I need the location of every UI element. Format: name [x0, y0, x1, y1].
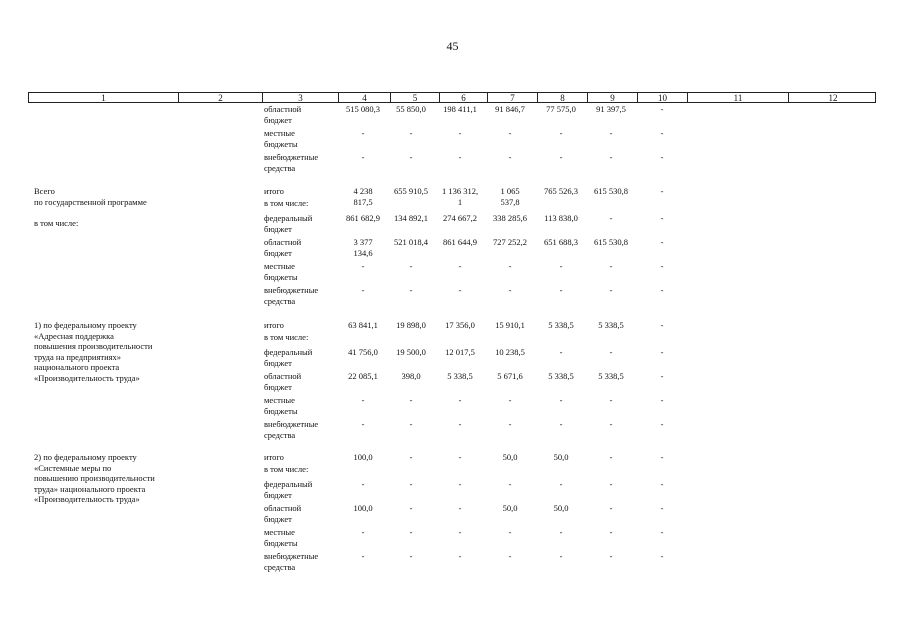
cell-value: -: [609, 419, 613, 429]
cell-value: -: [458, 152, 462, 162]
cell-value: -: [508, 152, 512, 162]
cell-value: -: [660, 261, 664, 271]
cell-value: 100,0: [353, 452, 373, 462]
cell-value: 41 756,0: [348, 347, 378, 357]
cell-value: -: [458, 503, 462, 513]
column-header-8: 8: [537, 93, 587, 102]
cell-value: -: [660, 452, 664, 462]
row-label: внебюджетные средства: [264, 152, 319, 173]
cell-value: -: [609, 551, 613, 561]
cell-value: -: [660, 186, 664, 196]
column-header-5: 5: [390, 93, 439, 102]
cell-value: -: [508, 551, 512, 561]
cell-value: -: [409, 261, 413, 271]
cell-value: -: [458, 527, 462, 537]
cell-value: -: [609, 128, 613, 138]
row-label: федеральный бюджет: [264, 213, 313, 234]
cell-value: -: [409, 152, 413, 162]
cell-value: -: [609, 152, 613, 162]
cell-value: -: [559, 551, 563, 561]
cell-value: -: [458, 551, 462, 561]
row-label: в том числе:: [264, 464, 309, 474]
cell-value: -: [609, 285, 613, 295]
cell-value: -: [361, 395, 365, 405]
cell-value: -: [660, 237, 664, 247]
cell-value: -: [409, 285, 413, 295]
cell-value: -: [660, 551, 664, 561]
cell-value: -: [508, 527, 512, 537]
page-number: 45: [446, 39, 459, 53]
row-label: итого: [264, 452, 284, 462]
row-label: местные бюджеты: [264, 527, 298, 548]
table-header-row: [28, 92, 876, 103]
row-label: местные бюджеты: [264, 261, 298, 282]
cell-value: -: [508, 479, 512, 489]
row-label: областной бюджет: [264, 371, 302, 392]
cell-value: 198 411,1: [443, 104, 477, 114]
cell-value: 1 065 537,8: [500, 186, 520, 207]
cell-value: 10 238,5: [495, 347, 525, 357]
cell-value: 91 846,7: [495, 104, 525, 114]
cell-value: -: [660, 395, 664, 405]
cell-value: 77 575,0: [546, 104, 576, 114]
column-header-3: 3: [262, 93, 338, 102]
cell-value: -: [409, 395, 413, 405]
cell-value: -: [458, 479, 462, 489]
cell-value: 765 526,3: [544, 186, 578, 196]
cell-value: 91 397,5: [596, 104, 626, 114]
cell-value: -: [660, 479, 664, 489]
cell-value: 50,0: [553, 452, 569, 462]
cell-value: -: [409, 128, 413, 138]
cell-value: 50,0: [502, 503, 518, 513]
cell-value: -: [660, 152, 664, 162]
cell-value: -: [361, 128, 365, 138]
column-header-9: 9: [587, 93, 637, 102]
cell-value: -: [361, 152, 365, 162]
row-label: внебюджетные средства: [264, 285, 319, 306]
cell-value: 861 682,9: [346, 213, 380, 223]
cell-value: -: [660, 285, 664, 295]
column-header-10: 10: [637, 93, 687, 102]
cell-value: 274 667,2: [443, 213, 477, 223]
cell-value: -: [409, 527, 413, 537]
cell-value: -: [660, 419, 664, 429]
row-label: областной бюджет: [264, 104, 302, 125]
cell-value: -: [361, 261, 365, 271]
cell-value: -: [660, 128, 664, 138]
cell-value: 22 085,1: [348, 371, 378, 381]
cell-value: -: [559, 479, 563, 489]
cell-value: 4 238 817,5: [353, 186, 373, 207]
cell-value: -: [559, 152, 563, 162]
cell-value: -: [609, 452, 613, 462]
cell-value: 655 910,5: [394, 186, 428, 196]
cell-value: -: [458, 128, 462, 138]
cell-value: 338 285,6: [493, 213, 527, 223]
cell-value: -: [559, 527, 563, 537]
cell-value: -: [609, 527, 613, 537]
cell-value: -: [458, 261, 462, 271]
column-header-7: 7: [487, 93, 537, 102]
cell-value: 134 892,1: [394, 213, 428, 223]
row-label: итого: [264, 186, 284, 196]
cell-value: 1 136 312, 1: [441, 186, 479, 207]
cell-value: 727 252,2: [493, 237, 527, 247]
cell-value: -: [458, 395, 462, 405]
cell-value: 861 644,9: [443, 237, 477, 247]
cell-value: -: [409, 503, 413, 513]
cell-value: 615 530,8: [594, 186, 628, 196]
row-label: в том числе:: [264, 198, 309, 208]
cell-value: -: [660, 527, 664, 537]
row-label: местные бюджеты: [264, 128, 298, 149]
cell-value: -: [609, 503, 613, 513]
cell-value: 5 338,5: [447, 371, 473, 381]
row-label: областной бюджет: [264, 503, 302, 524]
cell-value: 5 338,5: [598, 320, 624, 330]
cell-value: 19 898,0: [396, 320, 426, 330]
row-label: внебюджетные средства: [264, 551, 319, 572]
row-label: в том числе:: [264, 332, 309, 342]
cell-value: -: [508, 419, 512, 429]
column-header-1: 1: [101, 93, 106, 103]
cell-value: 5 338,5: [548, 371, 574, 381]
cell-value: 615 530,8: [594, 237, 628, 247]
cell-value: -: [361, 551, 365, 561]
cell-value: -: [660, 104, 664, 114]
cell-value: -: [458, 419, 462, 429]
cell-value: 5 338,5: [548, 320, 574, 330]
program-description: 1) по федеральному проекту «Адресная поддержка повышения производительности труда на предприятиях» национального проекта «Производительность труда»: [34, 320, 153, 383]
cell-value: 5 338,5: [598, 371, 624, 381]
column-header-12: 12: [788, 93, 877, 102]
cell-value: 19 500,0: [396, 347, 426, 357]
row-label: федеральный бюджет: [264, 479, 313, 500]
cell-value: 100,0: [353, 503, 373, 513]
cell-value: -: [458, 285, 462, 295]
cell-value: -: [508, 261, 512, 271]
cell-value: -: [559, 395, 563, 405]
cell-value: -: [609, 261, 613, 271]
row-label: внебюджетные средства: [264, 419, 319, 440]
cell-value: 515 080,3: [346, 104, 380, 114]
cell-value: -: [559, 128, 563, 138]
cell-value: 15 910,1: [495, 320, 525, 330]
cell-value: -: [660, 371, 664, 381]
cell-value: 3 377 134,6: [353, 237, 373, 258]
cell-value: -: [660, 213, 664, 223]
cell-value: -: [609, 347, 613, 357]
cell-value: 50,0: [502, 452, 518, 462]
row-label: областной бюджет: [264, 237, 302, 258]
cell-value: -: [660, 320, 664, 330]
cell-value: -: [409, 479, 413, 489]
cell-value: 5 671,6: [497, 371, 523, 381]
cell-value: 63 841,1: [348, 320, 378, 330]
cell-value: 113 838,0: [544, 213, 578, 223]
row-label: итого: [264, 320, 284, 330]
cell-value: -: [409, 452, 413, 462]
row-label: местные бюджеты: [264, 395, 298, 416]
cell-value: 17 356,0: [445, 320, 475, 330]
cell-value: -: [361, 285, 365, 295]
cell-value: -: [559, 261, 563, 271]
cell-value: -: [660, 503, 664, 513]
cell-value: -: [508, 128, 512, 138]
cell-value: -: [361, 419, 365, 429]
cell-value: -: [609, 479, 613, 489]
cell-value: -: [508, 285, 512, 295]
cell-value: 12 017,5: [445, 347, 475, 357]
column-header-6: 6: [439, 93, 487, 102]
cell-value: 651 688,3: [544, 237, 578, 247]
column-header-11: 11: [687, 93, 788, 102]
cell-value: -: [361, 479, 365, 489]
cell-value: -: [660, 347, 664, 357]
cell-value: -: [609, 213, 613, 223]
cell-value: -: [609, 395, 613, 405]
cell-value: -: [409, 551, 413, 561]
cell-value: -: [508, 395, 512, 405]
cell-value: 521 018,4: [394, 237, 428, 247]
cell-value: -: [458, 452, 462, 462]
cell-value: -: [409, 419, 413, 429]
cell-value: -: [559, 347, 563, 357]
cell-value: -: [361, 527, 365, 537]
column-header-2: 2: [178, 93, 262, 102]
cell-value: 50,0: [553, 503, 569, 513]
cell-value: 398,0: [401, 371, 421, 381]
row-label: федеральный бюджет: [264, 347, 313, 368]
column-header-4: 4: [338, 93, 390, 102]
cell-value: -: [559, 285, 563, 295]
program-description: 2) по федеральному проекту «Системные меры по повышению производительности труда» национального проекта «Производительность труда»: [34, 452, 155, 504]
program-description: Всего по государственной программе в том числе:: [34, 186, 147, 228]
cell-value: 55 850,0: [396, 104, 426, 114]
cell-value: -: [559, 419, 563, 429]
